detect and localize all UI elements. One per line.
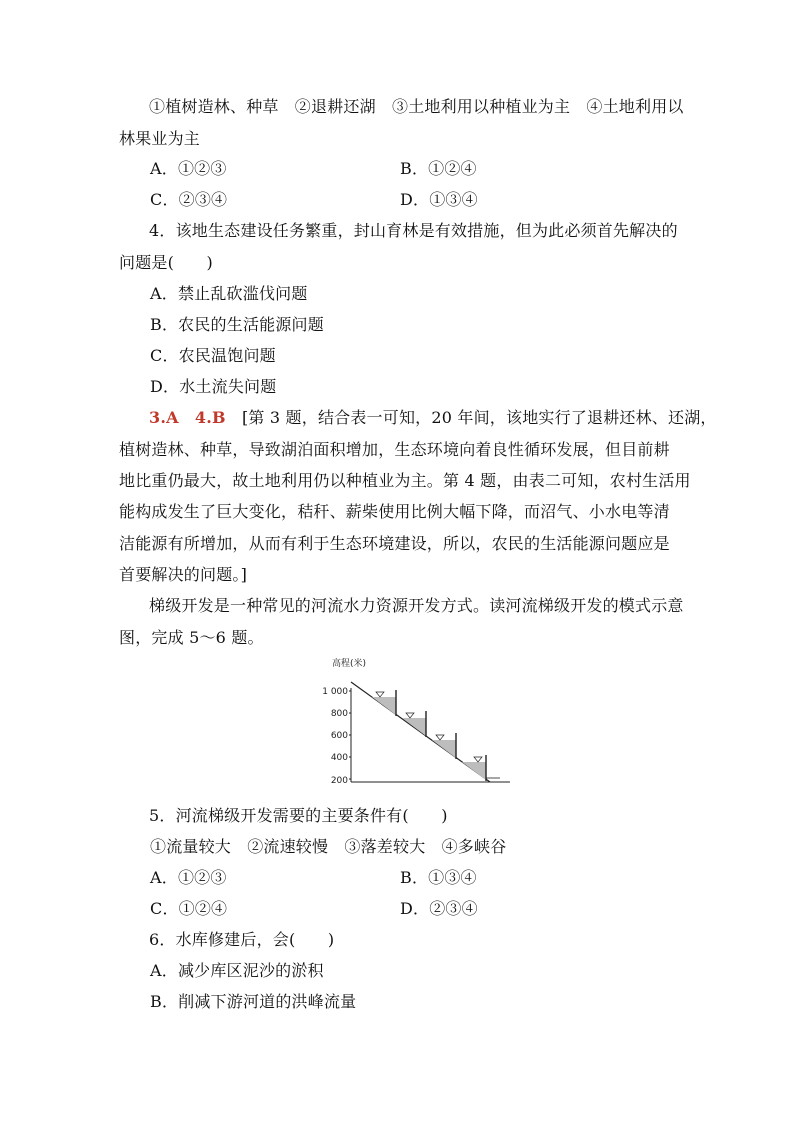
answer-line2: 植树造林、种草，导致湖泊面积增加，生态环境向着良性循环发展，但目前耕 <box>119 440 670 459</box>
q5-options-line: ①流量较大 ②流速较慢 ③落差较大 ④多峡谷 <box>150 837 507 856</box>
answer-line1 <box>149 407 717 429</box>
answer-line5: 洁能源有所增加，从而有利于生态环境建设，所以，农民的生活能源问题应是 <box>119 534 670 553</box>
q6-option-b: B．削减下游河道的洪峰流量 <box>150 992 357 1011</box>
q4-stem-line2: 问题是( ) <box>119 253 213 272</box>
water-level-marker-3 <box>436 735 444 740</box>
q5-option-a: A．①②③ <box>150 868 227 887</box>
q6-option-a: A．减少库区泥沙的淤积 <box>150 961 324 980</box>
q4-stem-line1: 4．该地生态建设任务繁重，封山育林是有效措施，但为此必须首先解决的 <box>149 221 678 240</box>
water-level-marker-2 <box>406 713 414 718</box>
tick-label-400: 400 <box>330 753 348 763</box>
figure-ylabel: 高程(米) <box>332 659 367 669</box>
q3-options-line1: ①植树造林、种草 ②退耕还湖 ③土地利用以种植业为主 ④土地利用以 <box>149 97 684 116</box>
tick-label-1000: 1 000 <box>322 687 348 697</box>
tick-label-800: 800 <box>330 709 348 719</box>
q4-option-a: A．禁止乱砍滥伐问题 <box>150 284 308 303</box>
tick-label-600: 600 <box>330 731 348 741</box>
q5-option-d: D．②③④ <box>400 899 478 918</box>
q3-option-a: A．①②③ <box>150 159 227 178</box>
q4-option-c: C．农民温饱问题 <box>150 346 276 365</box>
q6-stem: 6．水库修建后，会( ) <box>149 930 335 949</box>
q3-option-b: B．①②④ <box>400 159 477 178</box>
q3-options-line2: 林果业为主 <box>119 129 201 148</box>
answer-explanation-start: [第 3 题，结合表一可知，20 年间，该地实行了退耕还林、还湖， <box>225 408 717 427</box>
answer-line4: 能构成发生了巨大变化，秸秆、薪柴使用比例大幅下降，而沼气、小水电等清 <box>119 502 670 521</box>
answer-line3: 地比重仍最大，故土地利用仍以种植业为主。第 4 题，由表二可知，农村生活用 <box>119 471 691 490</box>
intro-line2: 图，完成 5～6 题。 <box>119 628 264 647</box>
q4-option-d: D．水土流失问题 <box>150 377 277 396</box>
q5-option-b: B．①③④ <box>400 868 477 887</box>
q3-option-d: D．①③④ <box>400 190 478 209</box>
q4-option-b: B．农民的生活能源问题 <box>150 315 324 334</box>
answer-line6: 首要解决的问题。] <box>119 565 248 584</box>
cascade-development-diagram <box>300 654 520 790</box>
q5-stem: 5．河流梯级开发需要的主要条件有( ) <box>149 806 448 825</box>
answer-key: 3.A 4.B <box>149 408 226 427</box>
q5-option-c: C．①②④ <box>150 899 228 918</box>
water-level-marker-1 <box>376 692 384 697</box>
intro-line1: 梯级开发是一种常见的河流水力资源开发方式。读河流梯级开发的模式示意 <box>149 596 684 615</box>
tick-label-200: 200 <box>330 776 348 786</box>
q3-option-c: C．②③④ <box>150 190 228 209</box>
water-level-marker-4 <box>474 757 482 762</box>
